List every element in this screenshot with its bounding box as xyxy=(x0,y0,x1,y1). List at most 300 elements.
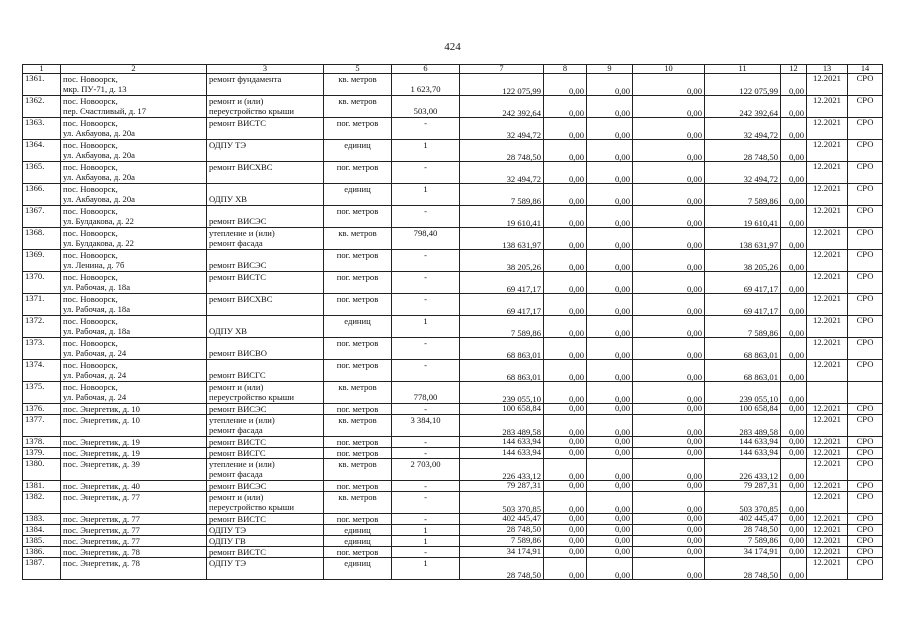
cost-col12-cell: 0,00 xyxy=(781,525,807,536)
cost-col10-cell: 0,00 xyxy=(633,437,705,448)
table-row xyxy=(23,162,883,184)
cost-col11-cell: 69 417,17 xyxy=(705,294,781,316)
quantity-cell xyxy=(392,437,460,448)
cost-col11-cell: 239 055,10 xyxy=(705,382,781,404)
completion-date-cell: 12.2021 xyxy=(807,206,848,228)
quantity-cell-line: - xyxy=(424,162,427,173)
cost-col8-cell: 0,00 xyxy=(544,525,587,536)
address-cell xyxy=(61,118,207,140)
row-number-cell: 1369. xyxy=(23,250,61,272)
row-number-cell: 1368. xyxy=(23,228,61,250)
address-cell-line: ул. Рабочая, д. 24 xyxy=(63,348,127,359)
quantity-cell-line xyxy=(394,260,457,270)
total-cost-cell: 68 863,01 xyxy=(460,360,544,382)
unit-cell xyxy=(324,360,392,382)
cost-col9-cell: 0,00 xyxy=(587,448,633,459)
unit-cell xyxy=(324,316,392,338)
completion-date-cell: 12.2021 xyxy=(807,437,848,448)
work-type-cell-line: ОДПУ ТЭ xyxy=(209,558,247,569)
address-cell-line: мкр. ПУ-71, д. 13 xyxy=(63,84,127,95)
cost-col12-cell: 0,00 xyxy=(781,228,807,250)
unit-cell xyxy=(324,184,392,206)
address-cell xyxy=(61,228,207,250)
table-row xyxy=(23,448,883,459)
cost-col9-cell: 0,00 xyxy=(587,492,633,514)
address-cell-line: пос. Энергетик, д. 10 xyxy=(63,415,140,426)
funding-source-cell: СРО xyxy=(848,294,883,316)
row-number-cell: 1375. xyxy=(23,382,61,404)
row-number-cell: 1376. xyxy=(23,404,61,415)
completion-date-cell: 12.2021 xyxy=(807,272,848,294)
work-type-cell xyxy=(207,415,324,437)
work-type-cell-line: ОДПУ ТЭ xyxy=(209,140,247,151)
funding-source-cell: СРО xyxy=(848,514,883,525)
table-row xyxy=(23,415,883,437)
unit-cell xyxy=(324,74,392,96)
cost-col9-cell: 0,00 xyxy=(587,294,633,316)
column-number-cell: 6 xyxy=(392,65,460,74)
cost-col12-cell: 0,00 xyxy=(781,206,807,228)
quantity-cell-line xyxy=(394,172,457,182)
work-type-cell xyxy=(207,96,324,118)
column-number-cell: 1 xyxy=(23,65,61,74)
work-type-cell-line: ремонт ВИСЭС xyxy=(209,260,267,271)
table-row xyxy=(23,459,883,481)
cost-col8-cell: 0,00 xyxy=(544,481,587,492)
quantity-cell-line xyxy=(394,238,457,248)
quantity-cell-line: 1 623,70 xyxy=(410,84,441,95)
column-number-cell: 13 xyxy=(807,65,848,74)
row-number-cell: 1362. xyxy=(23,96,61,118)
total-cost-cell: 144 633,94 xyxy=(460,448,544,459)
work-type-cell xyxy=(207,536,324,547)
cost-col10-cell: 0,00 xyxy=(633,338,705,360)
row-number-cell: 1372. xyxy=(23,316,61,338)
address-cell-line: пос. Новоорск, xyxy=(63,338,118,349)
quantity-cell-line: - xyxy=(424,514,427,525)
row-number-cell: 1384. xyxy=(23,525,61,536)
total-cost-cell: 32 494,72 xyxy=(460,162,544,184)
cost-col9-cell: 0,00 xyxy=(587,536,633,547)
unit-cell xyxy=(324,272,392,294)
unit-cell xyxy=(324,338,392,360)
quantity-cell xyxy=(392,96,460,118)
unit-cell-line: кв. метров xyxy=(338,228,377,239)
address-cell-line: пос. Энергетик, д. 78 xyxy=(63,547,140,558)
cost-col9-cell: 0,00 xyxy=(587,558,633,580)
table-row xyxy=(23,547,883,558)
quantity-cell-line: 1 xyxy=(423,140,428,151)
work-type-cell-line: ремонт ВИСЭС xyxy=(209,481,267,492)
work-type-cell-line: утепление и (или) xyxy=(209,228,275,239)
unit-cell-line xyxy=(326,260,389,270)
completion-date-cell: 12.2021 xyxy=(807,228,848,250)
quantity-cell xyxy=(392,118,460,140)
unit-cell-line: кв. метров xyxy=(338,415,377,426)
cost-col8-cell: 0,00 xyxy=(544,206,587,228)
funding-source-cell: СРО xyxy=(848,338,883,360)
completion-date-cell: 12.2021 xyxy=(807,547,848,558)
cost-col8-cell: 0,00 xyxy=(544,360,587,382)
address-cell-line: пос. Новоорск, xyxy=(63,272,118,283)
quantity-cell-line xyxy=(394,304,457,314)
completion-date-cell: 12.2021 xyxy=(807,415,848,437)
quantity-cell-line: - xyxy=(424,294,427,305)
table-row xyxy=(23,184,883,206)
quantity-cell-line: - xyxy=(424,338,427,349)
cost-col12-cell: 0,00 xyxy=(781,338,807,360)
unit-cell-line: пог. метров xyxy=(336,294,379,305)
total-cost-cell: 242 392,64 xyxy=(460,96,544,118)
quantity-cell-line: - xyxy=(424,272,427,283)
address-cell xyxy=(61,525,207,536)
work-type-cell xyxy=(207,140,324,162)
total-cost-cell: 28 748,50 xyxy=(460,140,544,162)
table-row xyxy=(23,492,883,514)
address-cell-line: пос. Энергетик, д. 77 xyxy=(63,514,140,525)
unit-cell-line: пог. метров xyxy=(336,404,379,415)
quantity-cell-line xyxy=(394,348,457,358)
cost-col8-cell: 0,00 xyxy=(544,74,587,96)
address-cell xyxy=(61,404,207,415)
row-number-cell: 1379. xyxy=(23,448,61,459)
row-number-cell: 1371. xyxy=(23,294,61,316)
cost-col9-cell: 0,00 xyxy=(587,547,633,558)
cost-col12-cell: 0,00 xyxy=(781,536,807,547)
quantity-cell xyxy=(392,448,460,459)
work-type-cell-line: ремонт ВИСТС xyxy=(209,272,267,283)
completion-date-cell: 12.2021 xyxy=(807,492,848,514)
completion-date-cell xyxy=(807,382,848,404)
total-cost-cell: 7 589,86 xyxy=(460,316,544,338)
work-type-cell xyxy=(207,184,324,206)
total-cost-cell: 239 055,10 xyxy=(460,382,544,404)
table-row xyxy=(23,525,883,536)
cost-col8-cell: 0,00 xyxy=(544,547,587,558)
work-type-cell-line: ремонт и (или) xyxy=(209,382,264,393)
work-type-cell-line: ремонт фасада xyxy=(209,425,263,436)
cost-col12-cell: 0,00 xyxy=(781,492,807,514)
row-number-cell: 1385. xyxy=(23,536,61,547)
completion-date-cell: 12.2021 xyxy=(807,514,848,525)
quantity-cell xyxy=(392,250,460,272)
unit-cell xyxy=(324,492,392,514)
quantity-cell-line: - xyxy=(424,404,427,415)
address-cell-line xyxy=(63,469,204,479)
row-number-cell: 1370. xyxy=(23,272,61,294)
unit-cell-line: единиц xyxy=(344,140,371,151)
cost-col12-cell: 0,00 xyxy=(781,96,807,118)
address-cell xyxy=(61,272,207,294)
completion-date-cell: 12.2021 xyxy=(807,481,848,492)
address-cell xyxy=(61,96,207,118)
address-cell-line xyxy=(63,502,204,512)
work-type-cell xyxy=(207,558,324,580)
row-number-cell: 1378. xyxy=(23,437,61,448)
cost-col9-cell: 0,00 xyxy=(587,338,633,360)
quantity-cell-line xyxy=(394,425,457,435)
cost-col9-cell: 0,00 xyxy=(587,481,633,492)
quantity-cell-line: - xyxy=(424,206,427,217)
cost-col9-cell: 0,00 xyxy=(587,525,633,536)
total-cost-cell: 28 748,50 xyxy=(460,558,544,580)
work-type-cell-line xyxy=(209,206,321,216)
cost-col8-cell: 0,00 xyxy=(544,294,587,316)
cost-col9-cell: 0,00 xyxy=(587,206,633,228)
unit-cell xyxy=(324,382,392,404)
total-cost-cell: 28 748,50 xyxy=(460,525,544,536)
work-type-cell-line: утепление и (или) xyxy=(209,415,275,426)
quantity-cell-line: 1 xyxy=(423,558,428,569)
quantity-cell xyxy=(392,74,460,96)
table-row xyxy=(23,96,883,118)
table-body xyxy=(23,74,883,580)
completion-date-cell: 12.2021 xyxy=(807,140,848,162)
address-cell-line: пос. Новоорск, xyxy=(63,316,118,327)
quantity-cell-line: - xyxy=(424,547,427,558)
address-cell-line: ул. Булдакова, д. 22 xyxy=(63,216,134,227)
unit-cell xyxy=(324,140,392,162)
table-row xyxy=(23,536,883,547)
cost-col8-cell: 0,00 xyxy=(544,415,587,437)
address-cell-line: пос. Новоорск, xyxy=(63,360,118,371)
cost-col8-cell: 0,00 xyxy=(544,184,587,206)
table-row xyxy=(23,74,883,96)
row-number-cell: 1374. xyxy=(23,360,61,382)
cost-col11-cell: 226 433,12 xyxy=(705,459,781,481)
total-cost-cell: 79 287,31 xyxy=(460,481,544,492)
cost-col11-cell: 7 589,86 xyxy=(705,184,781,206)
funding-source-cell: СРО xyxy=(848,96,883,118)
unit-cell-line xyxy=(326,326,389,336)
total-cost-cell: 69 417,17 xyxy=(460,272,544,294)
cost-col10-cell: 0,00 xyxy=(633,514,705,525)
funding-source-cell: СРО xyxy=(848,360,883,382)
funding-source-cell: СРО xyxy=(848,74,883,96)
completion-date-cell: 12.2021 xyxy=(807,459,848,481)
address-cell xyxy=(61,338,207,360)
funding-source-cell: СРО xyxy=(848,272,883,294)
unit-cell-line: единиц xyxy=(344,536,371,547)
funding-source-cell: СРО xyxy=(848,162,883,184)
quantity-cell xyxy=(392,514,460,525)
unit-cell xyxy=(324,228,392,250)
cost-col12-cell: 0,00 xyxy=(781,74,807,96)
unit-cell xyxy=(324,558,392,580)
total-cost-cell: 226 433,12 xyxy=(460,459,544,481)
cost-col11-cell: 144 633,94 xyxy=(705,437,781,448)
quantity-cell xyxy=(392,547,460,558)
address-cell xyxy=(61,415,207,437)
unit-cell-line: пог. метров xyxy=(336,448,379,459)
work-type-cell-line: ремонт фасада xyxy=(209,238,263,249)
work-type-cell-line: ремонт ВИСГС xyxy=(209,448,266,459)
address-cell xyxy=(61,140,207,162)
work-type-cell-line: ремонт фундамента xyxy=(209,74,282,85)
work-type-cell-line: ремонт ВИСТС xyxy=(209,514,267,525)
quantity-cell xyxy=(392,382,460,404)
quantity-cell xyxy=(392,525,460,536)
funding-source-cell: СРО xyxy=(848,316,883,338)
work-type-cell-line: ремонт ВИСХВС xyxy=(209,294,273,305)
unit-cell-line xyxy=(326,370,389,380)
work-type-cell-line xyxy=(209,316,321,326)
work-type-cell-line: ремонт ВИСВО xyxy=(209,348,267,359)
cost-col8-cell: 0,00 xyxy=(544,459,587,481)
table-row xyxy=(23,206,883,228)
address-cell xyxy=(61,294,207,316)
cost-col11-cell: 283 489,58 xyxy=(705,415,781,437)
work-type-cell xyxy=(207,481,324,492)
cost-col11-cell: 242 392,64 xyxy=(705,96,781,118)
unit-cell-line: пог. метров xyxy=(336,118,379,129)
quantity-cell-line: 1 xyxy=(423,316,428,327)
address-cell-line: пос. Энергетик, д. 10 xyxy=(63,404,140,415)
unit-cell xyxy=(324,481,392,492)
address-cell-line: ул. Рабочая, д. 18а xyxy=(63,304,131,315)
quantity-cell-line xyxy=(394,282,457,292)
work-type-cell-line: переустройство крыши xyxy=(209,502,294,513)
total-cost-cell: 122 075,99 xyxy=(460,74,544,96)
quantity-cell-line: 2 703,00 xyxy=(410,459,441,470)
completion-date-cell: 12.2021 xyxy=(807,250,848,272)
unit-cell-line: пог. метров xyxy=(336,437,379,448)
work-type-cell xyxy=(207,404,324,415)
cost-col8-cell: 0,00 xyxy=(544,558,587,580)
funding-source-cell: СРО xyxy=(848,118,883,140)
total-cost-cell: 69 417,17 xyxy=(460,294,544,316)
funding-source-cell xyxy=(848,382,883,404)
address-cell-line xyxy=(63,425,204,435)
cost-col10-cell: 0,00 xyxy=(633,525,705,536)
row-number-cell: 1377. xyxy=(23,415,61,437)
cost-col9-cell: 0,00 xyxy=(587,96,633,118)
address-cell-line: пос. Энергетик, д. 77 xyxy=(63,536,140,547)
unit-cell-line: пог. метров xyxy=(336,360,379,371)
quantity-cell-line xyxy=(394,96,457,106)
unit-cell-line xyxy=(326,425,389,435)
address-cell xyxy=(61,558,207,580)
work-type-cell-line: ОДПУ ХВ xyxy=(209,194,248,205)
quantity-cell-line: - xyxy=(424,481,427,492)
unit-cell xyxy=(324,206,392,228)
unit-cell-line xyxy=(326,106,389,116)
row-number-cell: 1361. xyxy=(23,74,61,96)
funding-source-cell: СРО xyxy=(848,228,883,250)
column-number-cell: 14 xyxy=(848,65,883,74)
cost-col8-cell: 0,00 xyxy=(544,514,587,525)
page-number: 424 xyxy=(444,41,461,53)
address-cell-line: ул. Акбауова, д. 20а xyxy=(63,150,135,161)
row-number-cell: 1363. xyxy=(23,118,61,140)
cost-col12-cell: 0,00 xyxy=(781,184,807,206)
unit-cell-line xyxy=(326,392,389,402)
column-number-cell: 8 xyxy=(544,65,587,74)
cost-col11-cell: 402 445,47 xyxy=(705,514,781,525)
work-type-cell-line: ремонт ВИСЭС xyxy=(209,216,267,227)
work-type-cell-line xyxy=(209,128,321,138)
row-number-cell: 1381. xyxy=(23,481,61,492)
cost-col10-cell: 0,00 xyxy=(633,459,705,481)
unit-cell-line xyxy=(326,194,389,204)
work-type-cell xyxy=(207,162,324,184)
unit-cell-line: единиц xyxy=(344,316,371,327)
address-cell-line: пос. Энергетик, д. 77 xyxy=(63,525,140,536)
quantity-cell-line xyxy=(394,194,457,204)
row-number-cell: 1367. xyxy=(23,206,61,228)
address-cell xyxy=(61,184,207,206)
work-type-cell-line: ремонт ВИСТС xyxy=(209,547,267,558)
cost-col11-cell: 34 174,91 xyxy=(705,547,781,558)
cost-col12-cell: 0,00 xyxy=(781,437,807,448)
unit-cell-line: кв. метров xyxy=(338,74,377,85)
quantity-cell xyxy=(392,404,460,415)
completion-date-cell: 12.2021 xyxy=(807,118,848,140)
cost-col9-cell: 0,00 xyxy=(587,140,633,162)
work-type-cell-line: переустройство крыши xyxy=(209,392,294,403)
address-cell-line: пос. Новоорск, xyxy=(63,162,118,173)
total-cost-cell: 32 494,72 xyxy=(460,118,544,140)
work-type-cell-line: утепление и (или) xyxy=(209,459,275,470)
total-cost-cell: 19 610,41 xyxy=(460,206,544,228)
table-row xyxy=(23,140,883,162)
work-type-cell-line: ремонт ВИСГС xyxy=(209,370,266,381)
unit-cell-line xyxy=(326,172,389,182)
unit-cell-line xyxy=(326,568,389,578)
cost-col10-cell: 0,00 xyxy=(633,382,705,404)
address-cell-line: пос. Новоорск, xyxy=(63,118,118,129)
quantity-cell-line: 1 xyxy=(423,536,428,547)
address-cell-line: пос. Энергетик, д. 19 xyxy=(63,437,140,448)
cost-col12-cell: 0,00 xyxy=(781,250,807,272)
cost-col9-cell: 0,00 xyxy=(587,228,633,250)
address-cell-line: ул. Акбауова, д. 20а xyxy=(63,172,135,183)
cost-col9-cell: 0,00 xyxy=(587,118,633,140)
funding-source-cell: СРО xyxy=(848,492,883,514)
quantity-cell-line: - xyxy=(424,448,427,459)
quantity-cell xyxy=(392,536,460,547)
work-type-cell-line xyxy=(209,282,321,292)
work-type-cell-line: ремонт и (или) xyxy=(209,492,264,503)
work-type-cell xyxy=(207,437,324,448)
row-number-cell: 1387. xyxy=(23,558,61,580)
cost-col10-cell: 0,00 xyxy=(633,536,705,547)
quantity-cell xyxy=(392,360,460,382)
address-cell-line: пос. Энергетик, д. 77 xyxy=(63,492,140,503)
total-cost-cell: 503 370,85 xyxy=(460,492,544,514)
table-row xyxy=(23,382,883,404)
cost-col8-cell: 0,00 xyxy=(544,382,587,404)
cost-col11-cell: 28 748,50 xyxy=(705,140,781,162)
quantity-cell-line xyxy=(394,370,457,380)
work-type-cell xyxy=(207,294,324,316)
cost-col10-cell: 0,00 xyxy=(633,547,705,558)
cost-col10-cell: 0,00 xyxy=(633,415,705,437)
address-cell xyxy=(61,250,207,272)
quantity-cell-line: 1 xyxy=(423,184,428,195)
cost-col10-cell: 0,00 xyxy=(633,118,705,140)
address-cell xyxy=(61,492,207,514)
column-number-cell: 9 xyxy=(587,65,633,74)
cost-col11-cell: 7 589,86 xyxy=(705,316,781,338)
cost-col9-cell: 0,00 xyxy=(587,404,633,415)
cost-col10-cell: 0,00 xyxy=(633,206,705,228)
completion-date-cell: 12.2021 xyxy=(807,184,848,206)
quantity-cell-line: 798,40 xyxy=(413,228,438,239)
work-type-cell-line: ремонт и (или) xyxy=(209,96,264,107)
funding-source-cell: СРО xyxy=(848,404,883,415)
cost-col10-cell: 0,00 xyxy=(633,250,705,272)
